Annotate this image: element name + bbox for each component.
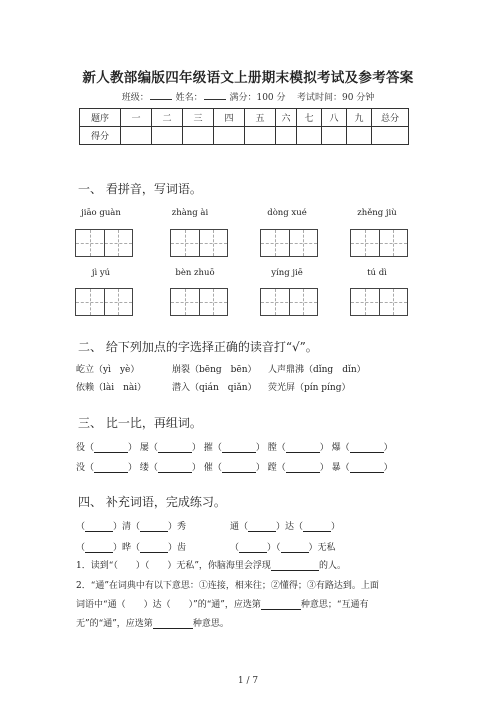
writing-box[interactable] [260,288,318,316]
score-table-header-row [80,109,409,127]
score-cell[interactable] [214,127,245,145]
question-2-line-2: 词语中“通（ ）达（ ）”的“通”，应选第 种意思；“互通有 [76,600,369,610]
answer-blank[interactable] [94,442,128,453]
writing-box[interactable] [170,229,228,257]
idiom-fill-3: （ ）晔（ ）齿 [76,543,187,553]
time-label: 考试时间：90 分钟 [296,93,375,103]
section-2-heading: 二、 给下列加点的字选择正确的读音打“√”。 [78,340,318,354]
answer-blank[interactable] [85,542,113,553]
answer-blank[interactable] [303,521,331,532]
reading-choice[interactable]: 潜入（qián qiǎn） [172,383,257,393]
section-1-heading: 一、 看拼音，写词语。 [78,182,202,196]
answer-blank[interactable] [281,542,309,553]
pinyin: jiāo guàn [81,208,121,218]
score-cell[interactable] [245,127,276,145]
compare-row-1: 役（ ） 屡（ ） 摧（ ） 膛（ ） 爆（ ） [76,443,393,453]
score-cell[interactable] [121,127,152,145]
answer-blank[interactable] [158,462,192,473]
class-label: 班级： [121,93,149,103]
header-cell: 三 [183,109,214,127]
score-table [79,108,409,145]
idiom-fill-4: （ ）（ ）无私 [230,543,336,553]
section-3-heading: 三、 比一比，再组词。 [78,416,202,430]
compare-row-2: 没（ ） 缕（ ） 催（ ） 蹚（ ） 暴（ ） [76,463,393,473]
pinyin: bèn zhuō [175,268,215,278]
writing-box[interactable] [260,229,318,257]
score-cell[interactable] [297,127,322,145]
reading-choice[interactable]: 依赖（lài nài） [76,383,147,393]
answer-blank[interactable] [158,442,192,453]
reading-choice[interactable]: 崩裂（bēng bēn） [172,365,257,375]
class-blank [150,99,172,100]
writing-box[interactable] [170,288,228,316]
answer-blank[interactable] [350,462,384,473]
answer-blank[interactable] [286,442,320,453]
score-cell[interactable] [152,127,183,145]
question-2-line-3: 无”的“通”，应选第 种意思。 [76,619,229,629]
exam-info [0,90,496,103]
writing-box[interactable] [75,288,133,316]
answer-blank[interactable] [286,462,320,473]
header-cell: 二 [152,109,183,127]
answer-blank[interactable] [140,542,168,553]
score-label: 满分：100 分 [229,93,286,103]
answer-blank[interactable] [248,521,276,532]
page-title: 新人教部编版四年级语文上册期末模拟考试及参考答案 [82,70,414,86]
header-cell: 六 [276,109,297,127]
question-1: 1．读到“（ ）（ ）无私”，你脑海里会浮现 的人。 [76,561,346,571]
answer-blank[interactable] [222,442,256,453]
header-cell: 七 [297,109,322,127]
answer-blank[interactable] [85,521,113,532]
answer-blank[interactable] [261,599,301,610]
idiom-fill-2: 通（ ）达（ ） [230,522,341,532]
writing-box[interactable] [75,229,133,257]
header-cell: 五 [245,109,276,127]
header-cell: 题序 [80,109,121,127]
writing-box[interactable] [350,229,408,257]
score-table-score-row [80,127,409,145]
answer-blank[interactable] [94,462,128,473]
header-cell: 一 [121,109,152,127]
writing-box[interactable] [350,288,408,316]
reading-choice[interactable]: 屹立（yì yè） [76,365,140,375]
reading-choice[interactable]: 人声鼎沸（dǐng dǐn） [268,365,366,375]
question-2-line-1: 2．“通”在词典中有以下意思：①连接，相来往；②懂得；③有路达到。上面 [76,581,379,591]
score-cell[interactable] [276,127,297,145]
answer-blank[interactable] [271,560,319,571]
answer-blank[interactable] [153,618,193,629]
pinyin: zhàng ài [171,208,209,218]
answer-blank[interactable] [222,462,256,473]
answer-blank[interactable] [140,521,168,532]
name-label: 姓名： [175,93,203,103]
page-number: 1 / 7 [237,676,259,686]
answer-blank[interactable] [239,542,267,553]
section-4-heading: 四、 补充词语，完成练习。 [78,495,226,509]
score-cell[interactable] [183,127,214,145]
pinyin: dòng xué [267,208,307,218]
idiom-fill-1: （ ）清（ ）秀 [76,522,187,532]
score-cell[interactable] [347,127,372,145]
score-row-label: 得分 [80,127,121,145]
pinyin: jì yú [91,268,111,278]
score-cell[interactable] [322,127,347,145]
header-cell: 四 [214,109,245,127]
pinyin: zhěng jiù [357,208,397,218]
header-cell: 九 [347,109,372,127]
pinyin: yíng jiē [271,268,303,278]
pinyin: tú dì [367,268,387,278]
name-blank [204,99,226,100]
answer-blank[interactable] [350,442,384,453]
header-cell: 八 [322,109,347,127]
score-cell[interactable] [372,127,409,145]
header-cell: 总分 [372,109,409,127]
reading-choice[interactable]: 荧光屏（pín píng） [268,383,351,393]
